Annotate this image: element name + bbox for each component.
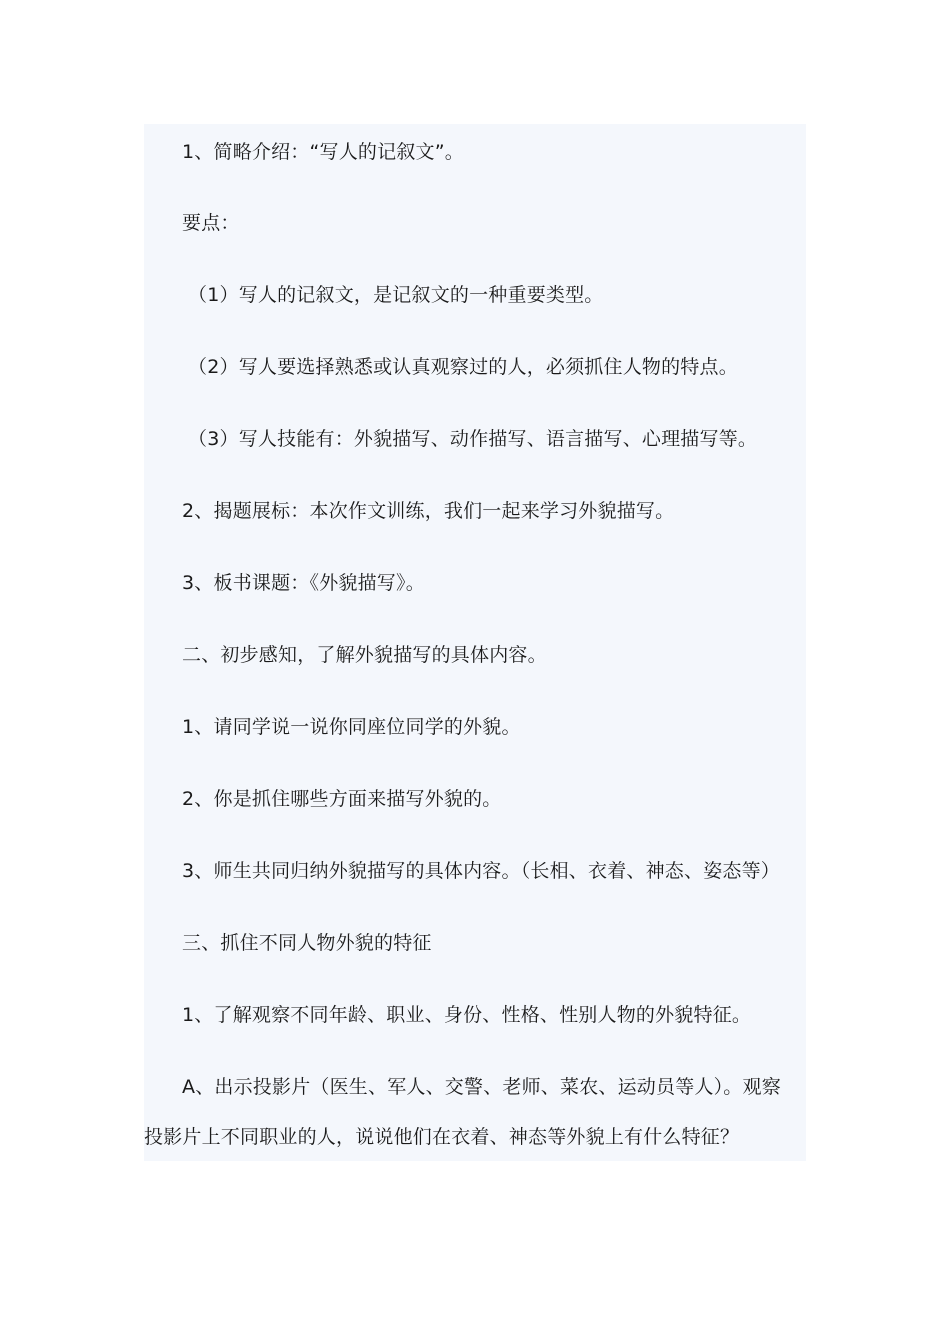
- text-line-section-3: 三、抓住不同人物外貌的特征: [182, 932, 432, 954]
- text-line-step-1: 1、请同学说一说你同座位同学的外貌。: [182, 716, 521, 738]
- document-body: [144, 124, 806, 1161]
- text-line-item-a-cont: 投影片上不同职业的人，说说他们在衣着、神态等外貌上有什么特征？: [144, 1126, 740, 1148]
- text-line-topic: 2、揭题展标：本次作文训练，我们一起来学习外貌描写。: [182, 500, 675, 522]
- text-line-point-1: （1）写人的记叙文，是记叙文的一种重要类型。: [188, 284, 604, 306]
- text-line-step-3: 3、师生共同归纳外貌描写的具体内容。（长相、衣着、神态、姿态等）: [182, 860, 780, 882]
- text-line-board-title: 3、板书课题：《外貌描写》。: [182, 572, 425, 594]
- text-line-item-a: A、出示投影片（医生、军人、交警、老师、菜农、运动员等人）。观察: [182, 1076, 781, 1098]
- text-line-point-3: （3）写人技能有：外貌描写、动作描写、语言描写、心理描写等。: [188, 428, 758, 450]
- text-line-key-points: 要点：: [182, 212, 240, 234]
- text-line-step-2: 2、你是抓住哪些方面来描写外貌的。: [182, 788, 502, 810]
- text-line-point-2: （2）写人要选择熟悉或认真观察过的人，必须抓住人物的特点。: [188, 356, 738, 378]
- text-line-section-2: 二、初步感知，了解外貌描写的具体内容。: [182, 644, 547, 666]
- text-line-observe: 1、了解观察不同年龄、职业、身份、性格、性别人物的外貌特征。: [182, 1004, 752, 1026]
- text-line-intro: 1、简略介绍：“写人的记叙文”。: [182, 141, 464, 163]
